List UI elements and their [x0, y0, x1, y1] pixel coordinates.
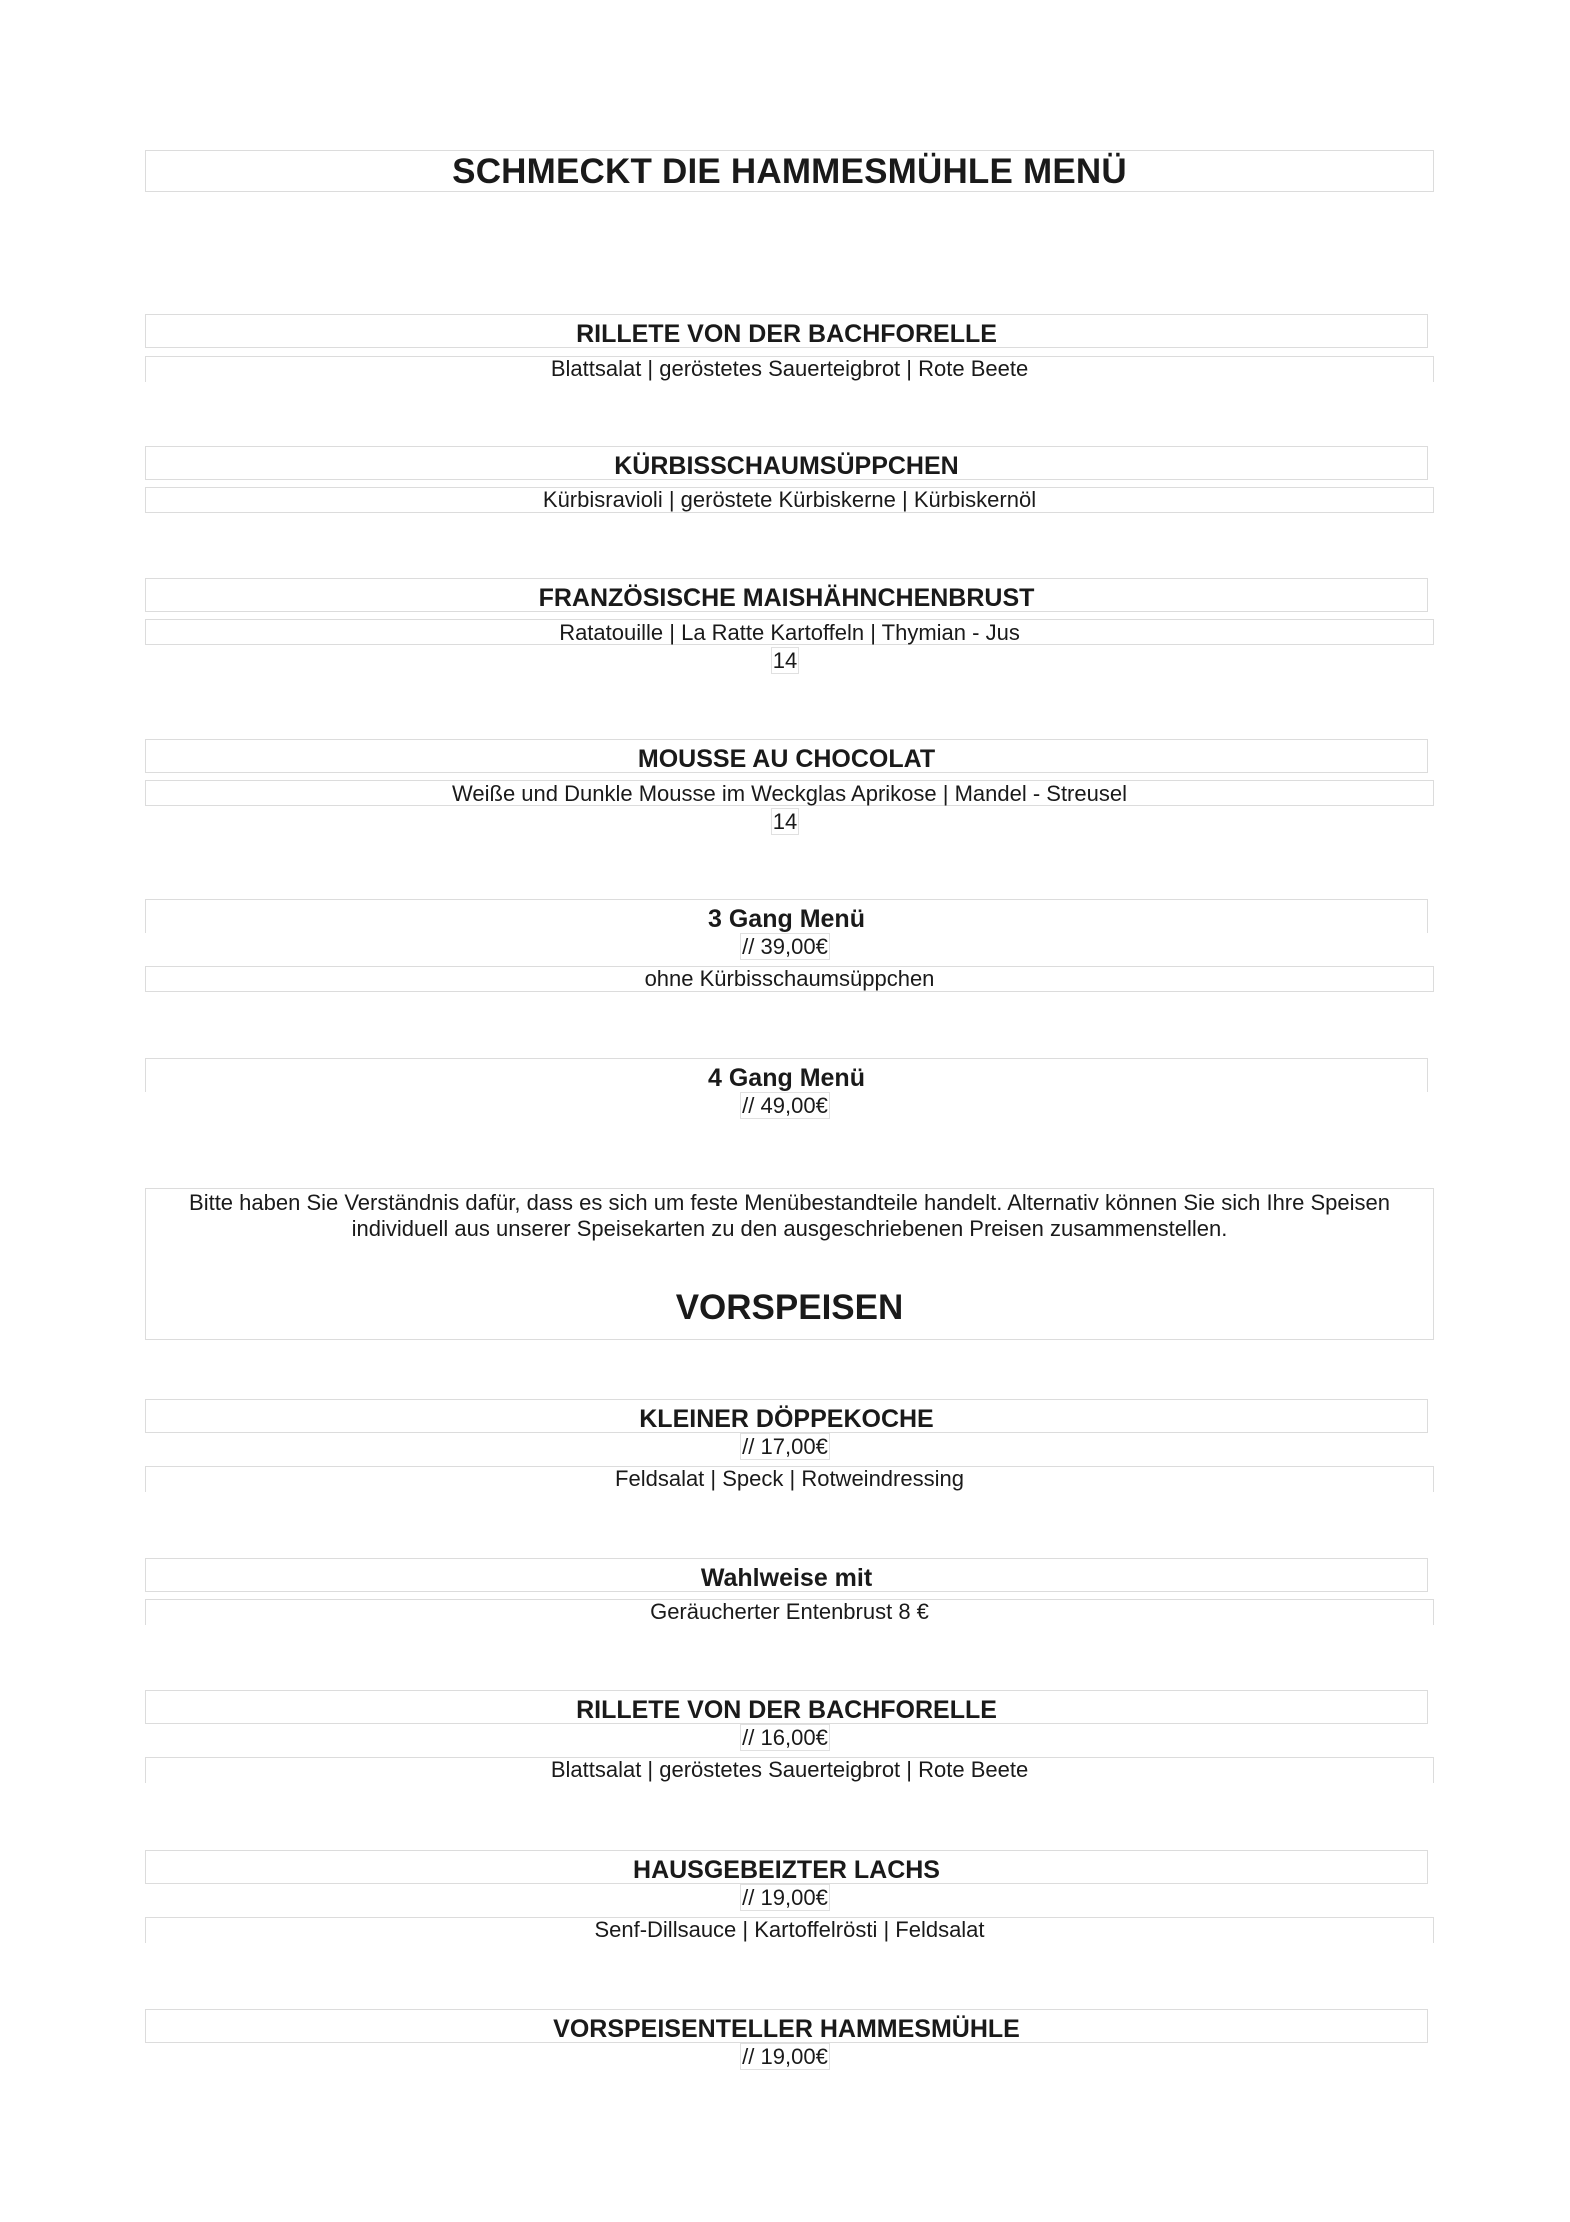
dish-title: VORSPEISENTELLER HAMMESMÜHLE	[553, 2015, 1020, 2043]
menu-option-note: ohne Kürbisschaumsüppchen	[644, 966, 935, 991]
section-title: VORSPEISEN	[675, 1288, 904, 1327]
dish-price: // 19,00€	[742, 1885, 828, 1910]
dish-description: Blattsalat | geröstetes Sauerteigbrot | Rote Beete	[550, 1757, 1029, 1782]
dish-ref-number: 14	[772, 809, 798, 834]
dish-title: RILLETE VON DER BACHFORELLE	[576, 320, 997, 348]
dish-title: KÜRBISSCHAUMSÜPPCHEN	[614, 452, 959, 480]
dish-title: FRANZÖSISCHE MAISHÄHNCHENBRUST	[538, 584, 1035, 612]
dish-description: Feldsalat | Speck | Rotweindressing	[615, 1466, 964, 1491]
dish-title: RILLETE VON DER BACHFORELLE	[576, 1696, 997, 1724]
menu-option-price: // 49,00€	[742, 1093, 828, 1118]
dish-price: // 16,00€	[742, 1725, 828, 1750]
dish-ref-number: 14	[772, 648, 798, 673]
dish-title: KLEINER DÖPPEKOCHE	[639, 1405, 934, 1433]
dish-title: Wahlweise mit	[700, 1564, 873, 1592]
dish-title-box	[145, 1558, 1428, 1592]
dish-title-box	[145, 1850, 1428, 1884]
dish-title-box	[145, 446, 1428, 480]
dish-price: // 17,00€	[742, 1434, 828, 1459]
dish-description: Kürbisravioli | geröstete Kürbiskerne | Kürbiskernöl	[542, 487, 1037, 512]
dish-desc-box	[145, 1917, 1434, 1943]
page-title: SCHMECKT DIE HAMMESMÜHLE MENÜ	[452, 152, 1127, 191]
menu-option-price: // 39,00€	[742, 934, 828, 959]
dish-desc-box	[145, 1757, 1434, 1783]
menu-option-box	[145, 899, 1428, 933]
menu-option-title: 4 Gang Menü	[708, 1064, 865, 1092]
menu-option-title: 3 Gang Menü	[708, 905, 865, 933]
dish-title-box	[145, 2009, 1428, 2043]
dish-title-box	[145, 1399, 1428, 1433]
notice-box	[145, 1188, 1434, 1340]
dish-description: Ratatouille | La Ratte Kartoffeln | Thymian - Jus	[559, 620, 1020, 645]
dish-desc-box	[145, 780, 1434, 806]
dish-desc-box	[145, 1599, 1434, 1625]
notice-text: Bitte haben Sie Verständnis dafür, dass es sich um feste Menübestandteile handelt. Alternativ können Sie sich Ihre Speisen individuell aus unserer Speisekarten zu den ausgeschriebenen Preisen zusammenstellen.	[189, 1190, 1390, 1241]
dish-desc-box	[145, 487, 1434, 513]
dish-description: Blattsalat | geröstetes Sauerteigbrot | Rote Beete	[550, 356, 1029, 381]
dish-description: Senf-Dillsauce | Kartoffelrösti | Feldsalat	[594, 1917, 985, 1942]
dish-description: Weiße und Dunkle Mousse im Weckglas Aprikose | Mandel - Streusel	[452, 781, 1127, 806]
menu-title-box	[145, 150, 1434, 192]
dish-title-box	[145, 1690, 1428, 1724]
menu-option-box	[145, 1058, 1428, 1092]
dish-price: // 19,00€	[742, 2044, 828, 2069]
dish-title-box	[145, 314, 1428, 348]
dish-title-box	[145, 578, 1428, 612]
dish-title-box	[145, 739, 1428, 773]
dish-desc-box	[145, 1466, 1434, 1492]
dish-description: Geräucherter Entenbrust 8 €	[650, 1599, 929, 1624]
dish-title: HAUSGEBEIZTER LACHS	[633, 1856, 940, 1884]
dish-desc-box	[145, 356, 1434, 382]
dish-title: MOUSSE AU CHOCOLAT	[637, 745, 936, 773]
dish-desc-box	[145, 619, 1434, 645]
menu-option-note-box	[145, 966, 1434, 992]
